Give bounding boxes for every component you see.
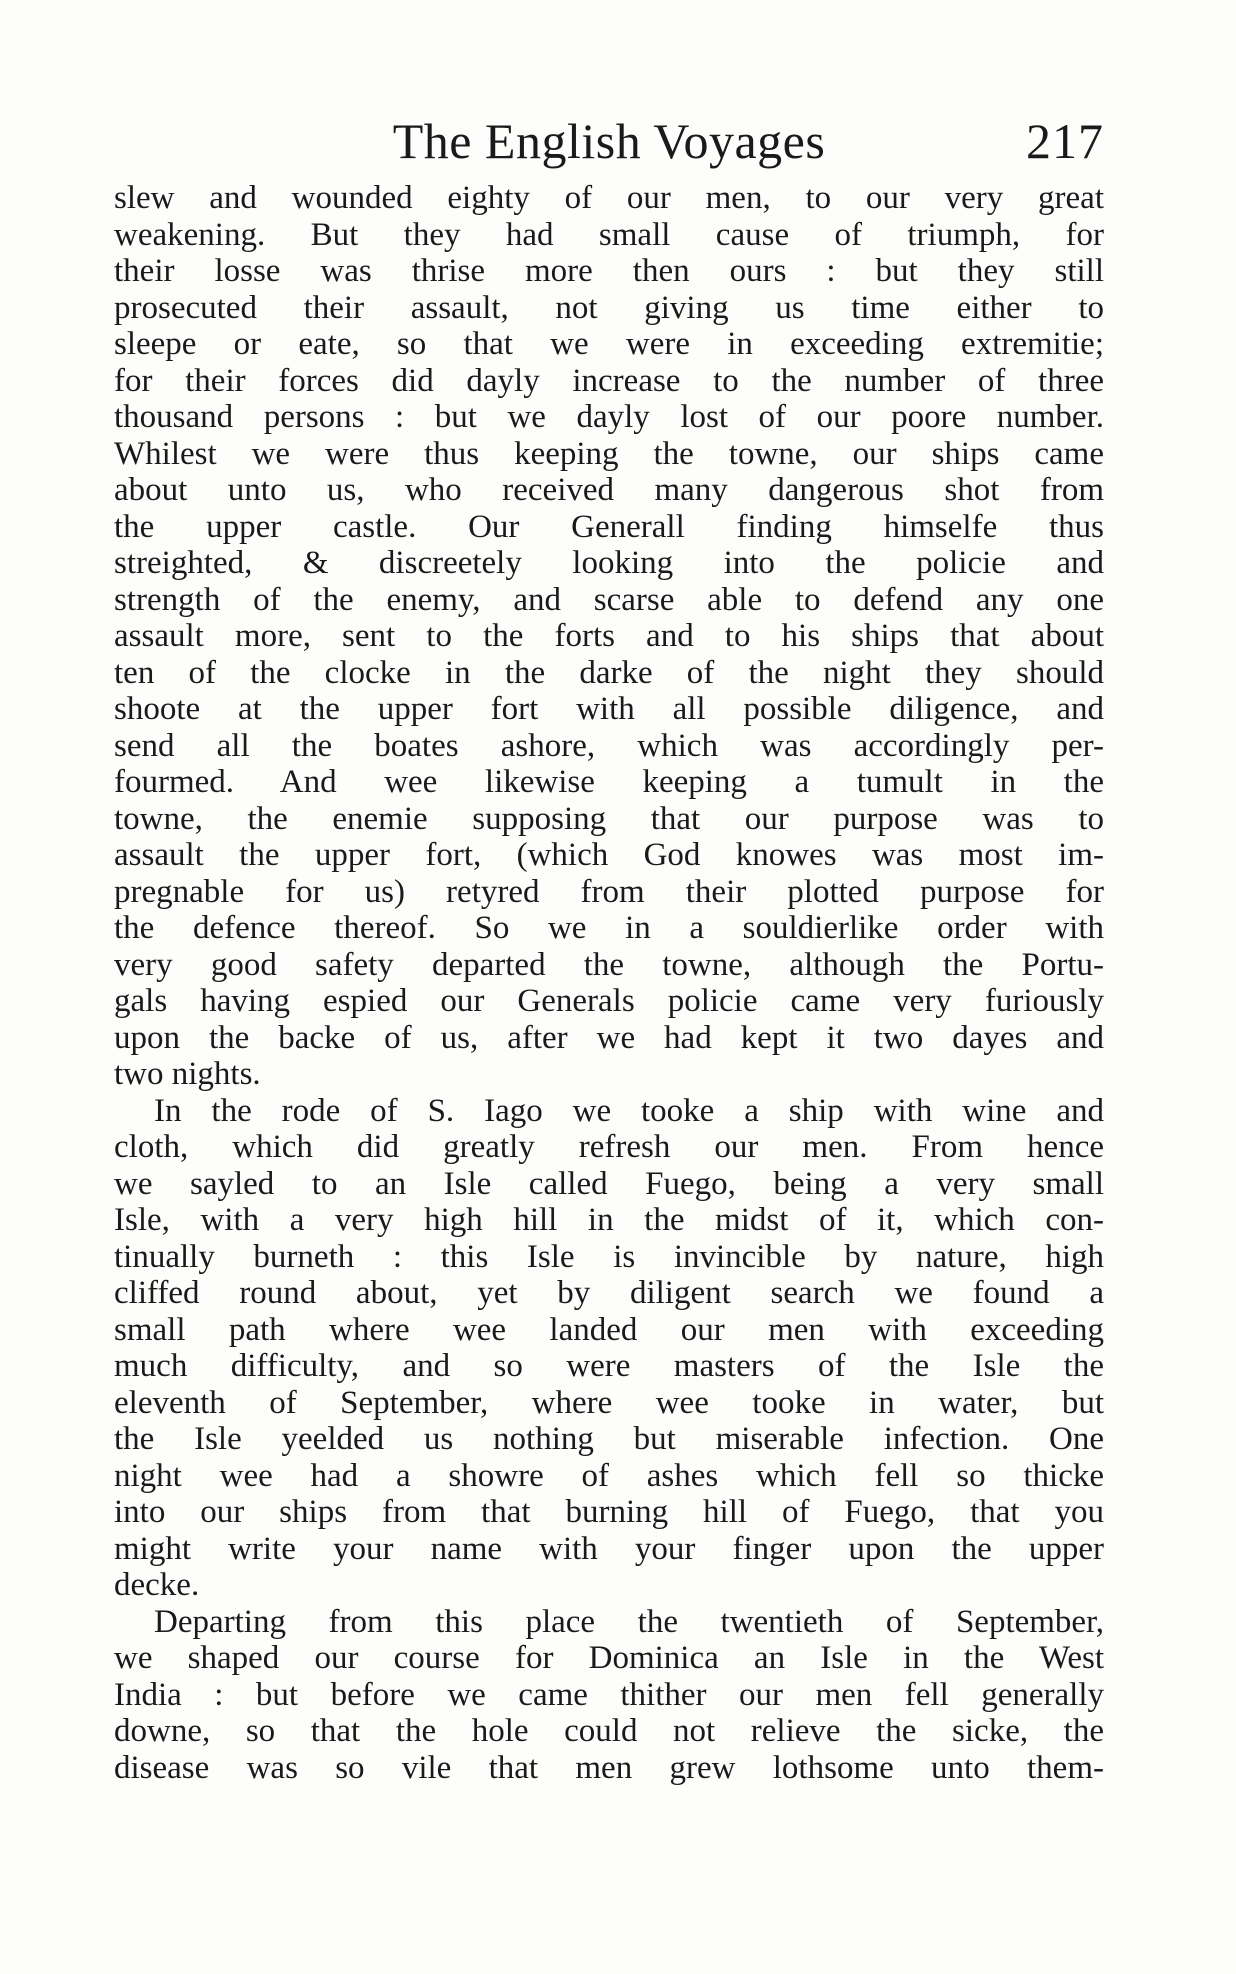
text-line: very good safety departed the towne, although the Portu- [114,946,1104,983]
text-line: assault the upper fort, (which God knowes was most im- [114,837,1104,873]
text-line: cloth, which did greatly refresh our men. From hence [114,1129,1104,1165]
text-line: the defence thereof. So we in a souldierlike order with [114,910,1104,946]
text-line: fourmed. And wee likewise keeping a tumult in the [114,764,1104,800]
text-line: India : but before we came thither our men fell generally [114,1676,1104,1713]
text-line: the Isle yeelded us nothing but miserable infection. One [114,1421,1104,1457]
text-line: about unto us, who received many dangerous shot from [114,472,1104,508]
text-line: Whilest we were thus keeping the towne, our ships came [114,435,1104,472]
text-line: small path where wee landed our men with exceeding [114,1311,1104,1348]
text-line: send all the boates ashore, which was accordingly per- [114,727,1104,764]
body-text [114,180,1104,1786]
text-line: we shaped our course for Dominica an Isle in the West [114,1640,1104,1676]
text-line: gals having espied our Generals policie came very furiously [114,983,1104,1019]
text-line: pregnable for us) retyred from their plotted purpose for [114,873,1104,910]
text-line: In the rode of S. Iago we tooke a ship with wine and [154,1092,1104,1129]
text-line: much difficulty, and so were masters of the Isle the [114,1348,1104,1384]
text-line: we sayled to an Isle called Fuego, being a very small [114,1165,1104,1202]
text-line: Departing from this place the twentieth of September, [154,1603,1104,1640]
text-line: shoote at the upper fort with all possible diligence, and [114,691,1104,727]
text-line: might write your name with your finger upon the upper [114,1530,1104,1567]
text-line: for their forces did dayly increase to the number of three [114,362,1104,399]
text-line: strength of the enemy, and scarse able to defend any one [114,581,1104,618]
text-line: weakening. But they had small cause of triumph, for [114,216,1104,253]
running-head [114,110,1104,172]
text-line: into our ships from that burning hill of Fuego, that you [114,1494,1104,1530]
text-line: decke. [114,1567,200,1603]
text-line: prosecuted their assault, not giving us time either to [114,289,1104,326]
text-line: streighted, & discreetely looking into the policie and [114,545,1104,581]
text-line: the upper castle. Our Generall finding himselfe thus [114,508,1104,545]
text-line: eleventh of September, where wee tooke in water, but [114,1384,1104,1421]
text-line: assault more, sent to the forts and to his ships that about [114,618,1104,654]
text-line: towne, the enemie supposing that our purpose was to [114,800,1104,837]
text-line: slew and wounded eighty of our men, to our very great [114,180,1104,216]
text-line: two nights. [114,1056,261,1092]
text-line: their losse was thrise more then ours : but they still [114,253,1104,289]
page-number: 217 [1026,113,1104,169]
text-line: sleepe or eate, so that we were in exceeding extremitie; [114,326,1104,362]
text-line: cliffed round about, yet by diligent search we found a [114,1275,1104,1311]
text-line: disease was so vile that men grew lothsome unto them- [114,1749,1104,1786]
text-line: upon the backe of us, after we had kept it two dayes and [114,1019,1104,1056]
running-title: The English Voyages [392,113,826,169]
text-line: downe, so that the hole could not relieve the sicke, the [114,1713,1104,1749]
text-line: night wee had a showre of ashes which fell so thicke [114,1457,1104,1494]
text-line: ten of the clocke in the darke of the night they should [114,654,1104,691]
text-line: tinually burneth : this Isle is invincible by nature, high [114,1238,1104,1275]
text-line: Isle, with a very high hill in the midst of it, which con- [114,1202,1104,1238]
text-line: thousand persons : but we dayly lost of our poore number. [114,399,1104,435]
